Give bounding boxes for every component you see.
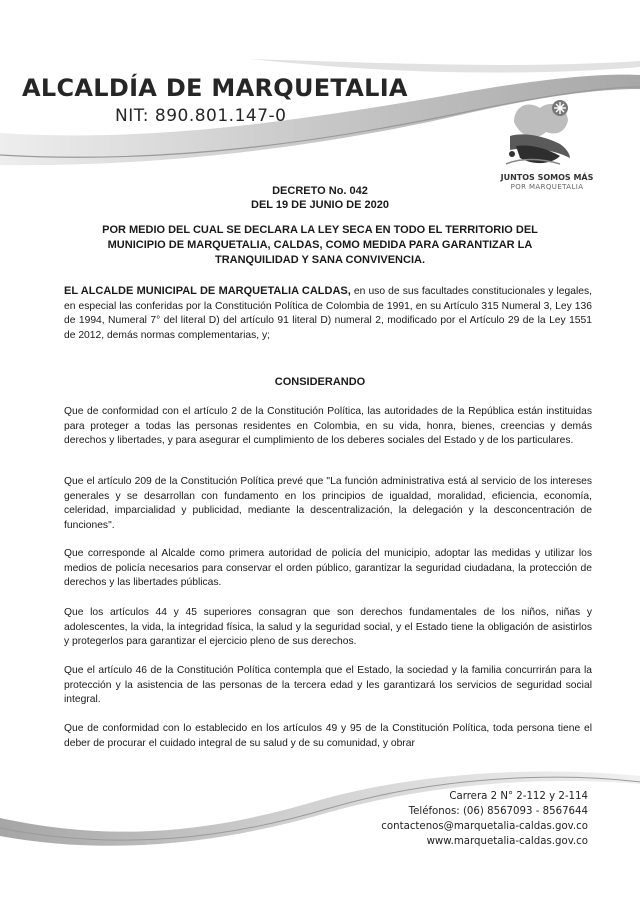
considerando-paragraph: Que los artículos 44 y 45 superiores consagran que son derechos fundamentales de los niños, niñas y adolescentes, la vida, la integridad física, la salud y la seguridad social, y el Estado tiene la obligación de asistirlos y protegerlos para garantizar el ejercicio pleno de sus derechos.	[64, 607, 592, 648]
header-title: ALCALDÍA DE MARQUETALIA	[22, 74, 408, 102]
decree-number: DECRETO No. 042	[272, 185, 368, 197]
municipal-logo-icon	[500, 92, 580, 174]
preamble-lead: EL ALCALDE MUNICIPAL DE MARQUETALIA CALDAS,	[64, 285, 351, 297]
considerando-paragraph: Que el artículo 209 de la Constitución Política prevé que "La función administrativa está al servicio de los intereses generales y se desarrollan con fundamento en los principios de igualdad, moralidad, eficiencia, economía, celeridad, imparcialidad y publicidad, mediante la descentralización, la delegación y la desconcentración de funciones".	[64, 476, 592, 531]
considerando-paragraph: Que de conformidad con lo establecido en los artículos 49 y 95 de la Constitución Política, toda persona tiene el deber de procurar el cuidado integral de su salud y de su comunidad, y obrar	[64, 723, 592, 749]
considerando-paragraph: Que de conformidad con el artículo 2 de la Constitución Política, las autoridades de la República están instituidas para proteger a todas las personas residentes en Colombia, en su vida, honra, bienes, creencias y demás derechos y libertades, y para asegurar el cumplimiento de los deberes sociales del Estado y de los particulares.	[64, 406, 592, 447]
decree-date: DEL 19 DE JUNIO DE 2020	[251, 199, 389, 211]
slogan-secondary: POR MARQUETALIA	[510, 183, 584, 191]
considerando-paragraph: Que el artículo 46 de la Constitución Política contempla que el Estado, la sociedad y la familia concurrirán para la protección y la asistencia de las personas de la tercera edad y les garantizará los servicios de seguridad social integral.	[64, 665, 592, 706]
preamble-paragraph	[64, 284, 592, 343]
header-nit: NIT: 890.801.147-0	[115, 106, 287, 126]
preamble-text: en uso de sus facultades constitucionales y legales, en especial las conferidas por la Constitución Política de Colombia de 1991, en su Artículo 315 Numeral 3, Ley 136 de 1994, Numeral 7° del literal D) del artículo 91 literal D) numeral 2, modificado por el Artículo 29 de la Ley 1551 de 2012, demás normas complementarias, y;	[64, 286, 592, 341]
slogan-primary: JUNTOS SOMOS MÁS	[500, 173, 594, 182]
considerando-heading: CONSIDERANDO	[274, 376, 366, 388]
footer-email: contactenos@marquetalia-caldas.gov.co	[381, 821, 588, 832]
footer-phones: Teléfonos: (06) 8567093 - 8567644	[408, 806, 588, 817]
footer-address: Carrera 2 N° 2-112 y 2-114	[449, 791, 588, 802]
decree-subject: POR MEDIO DEL CUAL SE DECLARA LA LEY SECA EN TODO EL TERRITORIO DEL MUNICIPIO DE MARQUETALIA, CALDAS, COMO MEDIDA PARA GARANTIZAR LA TRANQUILIDAD Y SANA CONVIVENCIA.	[102, 224, 538, 266]
footer-website: www.marquetalia-caldas.gov.co	[426, 836, 588, 847]
considerando-paragraph: Que corresponde al Alcalde como primera autoridad de policía del municipio, adoptar las medidas y utilizar los medios de policía necesarios para conservar el orden público, garantizar la seguridad ciudadana, la protección de derechos y las libertades públicas.	[64, 548, 592, 589]
